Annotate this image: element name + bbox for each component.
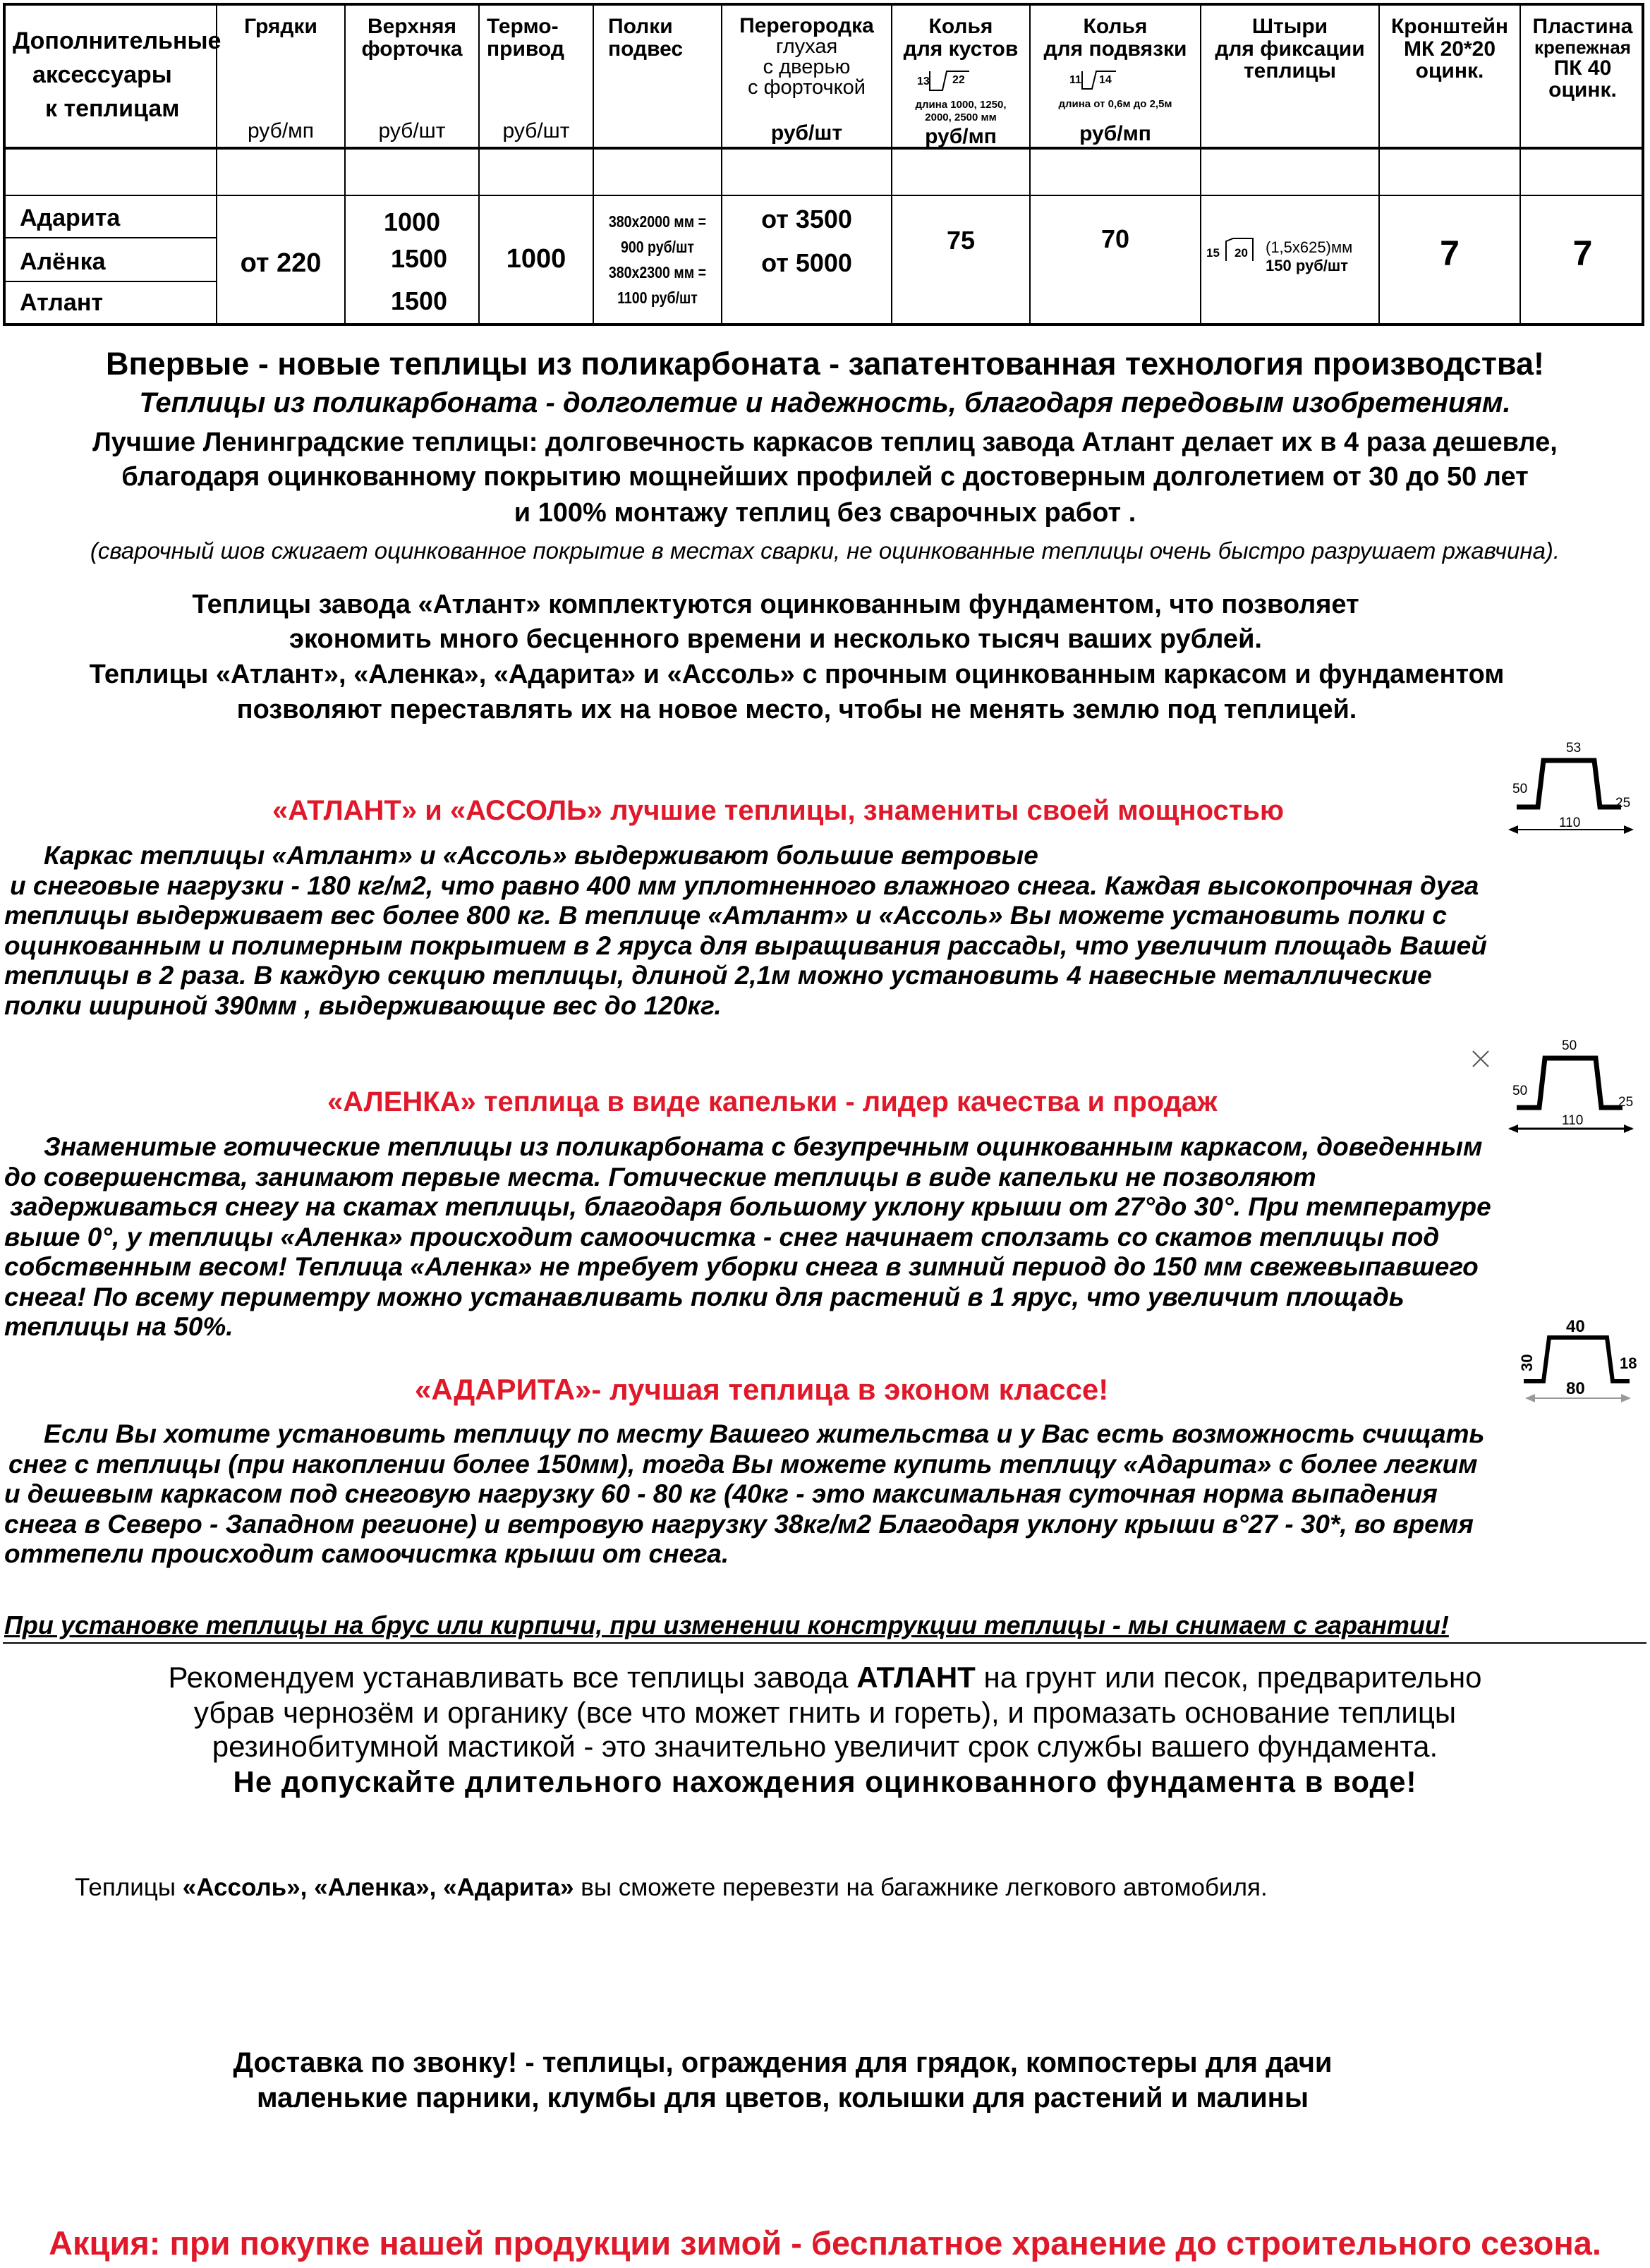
header-plate	[1521, 16, 1644, 102]
value-pins-price: 150 руб/шт	[1266, 257, 1349, 274]
header-bush-stakes	[892, 16, 1029, 60]
section-title-atlant: «АТЛАНТ» и «АССОЛЬ» лучшие теплицы, знамениты своей мощностью	[272, 795, 1285, 826]
adarita-profile-dim: 18	[1620, 1354, 1637, 1372]
adarita-profile-dim: 80	[1566, 1379, 1585, 1398]
value-bush-stakes: 75	[946, 226, 976, 255]
value-shelves-line: 380х2000 мм =	[608, 212, 707, 231]
header-plate-title: оцинк.	[1548, 78, 1617, 102]
value-partition-alenka: от 5000	[761, 248, 852, 277]
section-title-alenka: «АЛЕНКА» теплица в виде капельки - лидер качества и продаж	[327, 1086, 1218, 1117]
transport-models: «Ассоль», «Аленка», «Адарита»	[182, 1874, 574, 1901]
header-tie-stakes-unit: руб/мп	[1079, 122, 1151, 145]
header-beds-unit: руб/мп	[247, 119, 315, 142]
value-partition-adarita: от 3500	[761, 205, 852, 234]
atlant-profile-dim: 50	[1512, 782, 1528, 796]
recommend-brand: АТЛАНТ	[856, 1661, 976, 1694]
header-tie-stakes-title: для подвязки	[1043, 37, 1187, 61]
header-tie-stakes-title: Колья	[1083, 15, 1148, 38]
intro-line: Лучшие Ленинградские теплицы: долговечность каркасов теплиц завода Атлант делает их в 4 раза дешевле,	[92, 427, 1558, 457]
header-bush-stakes-length	[892, 99, 1029, 124]
header-pins-title: теплицы	[1243, 59, 1337, 83]
foundation-line: позволяют переставлять их на новое место, чтобы не менять землю под теплицей.	[236, 695, 1357, 724]
section-body-line: задерживаться снегу на скатах теплицы, благодаря большому уклону крыши от 27°до 30°. При температуре	[10, 1192, 1491, 1221]
bush-stake-dim: 22	[952, 74, 965, 86]
transport-text: вы сможете перевезти на багажнике легкового автомобиля.	[574, 1874, 1268, 1901]
transport-note	[75, 1874, 1268, 1902]
tie-stake-dim: 14	[1099, 74, 1112, 86]
header-top-vent-title: форточка	[361, 37, 463, 61]
section-body-line: полки шириной 390мм , выдерживающие вес до 120кг.	[4, 990, 722, 1020]
atlant-profile-dim: 110	[1559, 815, 1581, 830]
tie-stake-profile-icon	[1064, 68, 1134, 96]
section-body-line: теплицы на 50%.	[4, 1312, 233, 1341]
recommend-text: на грунт или песок, предварительно	[975, 1661, 1482, 1694]
section-body-adarita	[4, 1419, 1648, 1570]
value-top-vent-atlant: 1500	[390, 286, 448, 315]
section-body-line: и дешевым каркасом под снеговую нагрузку 60 - 80 кг (40кг - это максимальная суточная норма выпадения	[4, 1479, 1438, 1508]
section-body-alenka	[4, 1132, 1648, 1342]
header-partition-sub: глухая	[775, 35, 838, 58]
header-accessories-line: к теплицам	[45, 95, 180, 122]
warranty-note: При установке теплицы на брус или кирпичи, при изменении конструкции теплицы - мы снимаем с гарантии!	[4, 1611, 1449, 1639]
header-shelves-title: Полки	[608, 15, 673, 38]
header-bracket-title: Кронштейн	[1390, 15, 1509, 38]
section-body-line: Каркас теплицы «Атлант» и «Ассоль» выдерживают большие ветровые	[44, 841, 1038, 870]
header-partition-unit: руб/шт	[770, 121, 843, 145]
intro-line: и 100% монтажу теплиц без сварочных работ .	[514, 498, 1136, 528]
value-top-vent-alenka: 1500	[390, 244, 448, 273]
header-bush-stakes-length-line: 2000, 2500 мм	[925, 111, 997, 123]
value-shelves-line: 380х2300 мм =	[608, 263, 707, 281]
price-table	[3, 3, 1644, 326]
header-pins	[1201, 16, 1378, 83]
header-partition-sub: с дверью	[763, 56, 851, 78]
warranty-underline	[3, 1642, 1646, 1644]
section-body-line: теплицы в 2 раза. В каждую секцию теплицы, длиной 2,1м можно установить 4 навесные металлические	[4, 961, 1432, 990]
pin-dim: 15	[1206, 246, 1220, 260]
header-thermo-title: привод	[487, 37, 564, 61]
row-name-atlant: Атлант	[20, 289, 104, 316]
recommend-text: Рекомендуем устанавливать все теплицы завода	[168, 1661, 857, 1694]
header-partition-sub: с форточкой	[748, 76, 866, 99]
tie-stake-dim: 11	[1069, 74, 1081, 86]
section-body-line: оцинкованным и полимерным покрытием в 2 яруса для выращивания рассады, что увеличит площадь Вашей	[4, 930, 1487, 960]
header-beds	[217, 16, 344, 38]
subheadline: Теплицы из поликарбоната - долголетие и надежность, благодаря передовым изобретениям.	[139, 387, 1511, 418]
delivery-line: маленькие парники, клумбы для цветов, колышки для растений и малины	[256, 2082, 1309, 2114]
headline: Впервые - новые теплицы из поликарбоната - запатентованная технология производства!	[106, 346, 1544, 382]
transport-text: Теплицы	[75, 1874, 183, 1901]
foundation-line: экономить много бесценного времени и несколько тысяч ваших рублей.	[289, 624, 1262, 654]
header-plate-title: ПК 40	[1553, 56, 1612, 80]
section-body-line: Знаменитые готические теплицы из поликарбоната с безупречным оцинкованным каркасом, доведенным	[44, 1132, 1483, 1161]
atlant-profile-icon	[1503, 739, 1644, 838]
section-title-adarita: «АДАРИТА»- лучшая теплица в эконом классе!	[415, 1373, 1109, 1406]
header-top-vent	[346, 16, 478, 60]
intro-line: благодаря оцинкованному покрытию мощнейших профилей с достоверным долголетием от 30 до 50 лет	[121, 462, 1529, 492]
header-bush-stakes-title: Колья	[928, 15, 993, 38]
section-body-line: до совершенства, занимают первые места. Готические теплицы в виде капельки не позволяют	[4, 1162, 1316, 1191]
value-pins-spec: (1,5х625)мм	[1266, 238, 1353, 256]
adarita-profile-icon	[1517, 1312, 1644, 1404]
section-body-line: собственным весом! Теплица «Аленка» не требует уборки снега в зимний период до 150 мм свежевыпавшего	[4, 1252, 1479, 1281]
header-pins-title: Штыри	[1251, 15, 1328, 38]
header-partition	[722, 16, 891, 98]
bush-stake-profile-icon	[916, 68, 986, 96]
foundation-line: Теплицы завода «Атлант» комплектуются оцинкованным фундаментом, что позволяет	[192, 590, 1359, 619]
adarita-profile-dim: 30	[1518, 1354, 1536, 1371]
value-shelves-line: 1100 руб/шт	[617, 289, 698, 307]
header-bush-stakes-title: для кустов	[903, 37, 1019, 61]
header-bracket	[1380, 16, 1519, 83]
header-accessories-line: аксессуары	[32, 61, 172, 88]
header-thermo-title: Термо-	[487, 15, 559, 38]
header-plate-title: Пластина	[1532, 15, 1633, 38]
value-shelves	[604, 209, 712, 310]
section-body-line: оттепели происходит самоочистка крыши от снега.	[4, 1539, 729, 1568]
header-bush-stakes-length-line: длина 1000, 1250,	[915, 99, 1007, 111]
header-bush-stakes-unit: руб/мп	[925, 125, 997, 148]
header-accessories-line: Дополнительные	[13, 28, 222, 54]
recommend-line: убрав чернозём и органику (все что может гнить и гореть), и промазать основание теплицы	[193, 1696, 1457, 1729]
section-body-line: и снеговые нагрузки - 180 кг/м2, что равно 400 мм уплотненного влажного снега. Каждая высокопрочная дуга	[10, 871, 1479, 900]
section-body-atlant	[4, 841, 1648, 1021]
header-tie-stakes-length: длина от 0,6м до 2,5м	[1058, 98, 1172, 110]
recommend-warning: Не допускайте длительного нахождения оцинкованного фундамента в воде!	[233, 1765, 1417, 1798]
value-tie-stakes: 70	[1100, 224, 1130, 253]
adarita-profile-dim: 40	[1566, 1317, 1585, 1336]
pin-profile-icon	[1205, 236, 1261, 268]
header-bracket-title: оцинк.	[1415, 59, 1484, 83]
welding-note: (сварочный шов сжигает оцинкованное покрытие в местах сварки, не оцинкованные теплицы очень быстро разрушает ржавчина).	[90, 538, 1560, 564]
header-thermo-unit: руб/шт	[502, 119, 570, 142]
foundation-line: Теплицы «Атлант», «Аленка», «Адарита» и «Ассоль» с прочным оцинкованным каркасом и фундаментом	[89, 660, 1505, 689]
header-bracket-title: МК 20*20	[1403, 37, 1496, 61]
value-beds: от 220	[240, 248, 322, 278]
header-thermo	[480, 16, 600, 60]
value-top-vent-adarita: 1000	[383, 207, 441, 236]
row-name-adarita: Адарита	[20, 205, 121, 231]
recommend-line	[0, 1661, 1650, 1694]
section-body-line: теплицы выдерживает вес более 800 кг. В теплице «Атлант» и «Ассоль» Вы можете установить полки с	[4, 901, 1448, 930]
promo-banner: Акция: при покупке нашей продукции зимой - бесплатное хранение до строительного сезона.	[49, 2224, 1601, 2262]
pin-dim: 20	[1235, 246, 1248, 260]
header-shelves-title: подвес	[608, 37, 684, 61]
header-plate-title: крепежная	[1534, 36, 1631, 58]
value-plate: 7	[1572, 234, 1593, 273]
section-body-line: снега! По всему периметру можно устанавливать полки для растений в 1 ярус, что увеличит площадь	[4, 1282, 1405, 1311]
header-accessories	[13, 24, 222, 126]
close-mark-icon	[1470, 1048, 1491, 1069]
atlant-profile-dim: 53	[1566, 741, 1582, 756]
header-shelves	[594, 16, 735, 60]
header-beds-title: Грядки	[244, 15, 317, 38]
header-pins-title: для фиксации	[1215, 37, 1365, 61]
atlant-profile-dim: 25	[1615, 796, 1631, 811]
alenka-profile-dim: 110	[1562, 1113, 1584, 1128]
value-thermo: 1000	[506, 244, 566, 274]
section-body-line: Если Вы хотите установить теплицу по месту Вашего жительства и у Вас есть возможность счищать	[44, 1419, 1485, 1448]
value-bracket: 7	[1440, 234, 1460, 273]
header-partition-title: Перегородка	[739, 14, 874, 37]
alenka-profile-icon	[1503, 1033, 1644, 1137]
section-body-line: снег с теплицы (при накоплении более 150мм), тогда Вы можете купить теплицу «Адарита» с более легким	[8, 1449, 1478, 1479]
alenka-profile-dim: 25	[1618, 1095, 1634, 1110]
header-top-vent-unit: руб/шт	[378, 119, 446, 142]
bush-stake-dim: 13	[917, 75, 930, 87]
header-tie-stakes	[1031, 16, 1200, 60]
delivery-line: Доставка по звонку! - теплицы, ограждения для грядок, компостеры для дачи	[233, 2047, 1333, 2078]
header-top-vent-title: Верхняя	[367, 15, 457, 38]
section-body-line: выше 0°, у теплицы «Аленка» происходит самоочистка - снег начинает сползать со скатов теплицы под	[4, 1222, 1440, 1251]
alenka-profile-dim: 50	[1562, 1038, 1577, 1053]
row-name-alenka: Алёнка	[20, 248, 106, 275]
section-body-line: снега в Северо - Западном регионе) и ветровую нагрузку 38кг/м2 Благодаря уклону крыши в°27 - 30*, во время	[4, 1509, 1474, 1539]
value-shelves-line: 900 руб/шт	[621, 238, 694, 256]
recommend-line: резинобитумной мастикой - это значительно увеличит срок службы вашего фундамента.	[212, 1730, 1438, 1763]
alenka-profile-dim: 50	[1512, 1084, 1528, 1098]
